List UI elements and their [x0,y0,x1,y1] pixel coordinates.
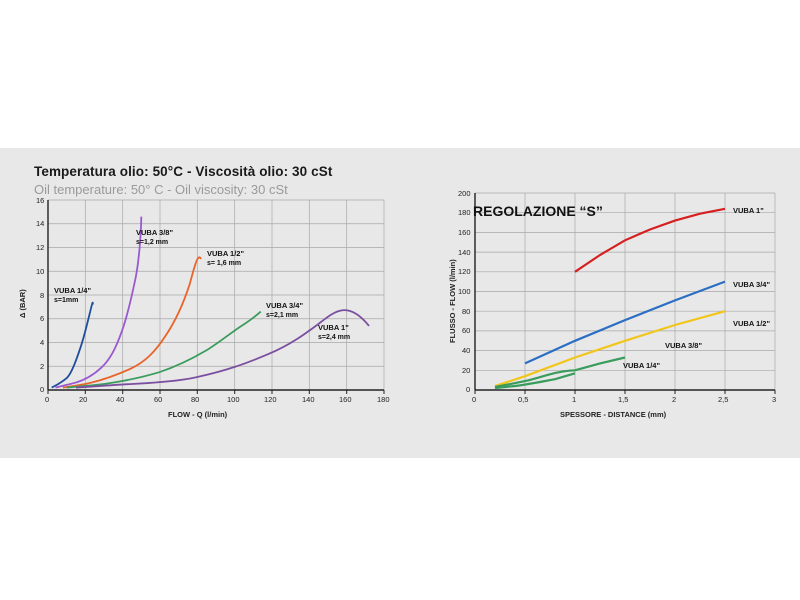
right-ytick-80: 80 [462,307,471,316]
left-ytick-0: 0 [40,385,45,394]
left-xtick-180: 180 [377,395,390,404]
page-title: Temperatura olio: 50°C - Viscosità olio: 30 cSt [34,164,333,179]
series-curve-vuba-12 [63,257,201,387]
flow-distance-chart [420,0,800,600]
left-xtick-0: 0 [45,395,50,404]
right-ytick-120: 120 [458,267,471,276]
right-label-vuba-1: VUBA 1" [733,206,764,215]
right-xtick-15: 1,5 [618,395,629,404]
series-curve-vuba-14 [52,303,93,388]
right-ytick-100: 100 [458,287,471,296]
left-label-vuba-38 [136,228,173,247]
left-label-vuba-12 [207,249,244,268]
left-ytick-6: 6 [40,314,45,323]
right-ytick-180: 180 [458,208,471,217]
right-xtick-3: 3 [772,395,777,404]
left-xtick-80: 80 [191,395,200,404]
right-xtick-05: 0,5 [518,395,529,404]
left-yaxis-title: Δ (BAR) [18,289,27,318]
left-label-vuba-1-name: VUBA 1" [318,323,349,332]
right-yaxis-title: FLUSSO - FLOW (l/min) [448,259,457,343]
right-label-vuba-14: VUBA 1/4" [623,361,661,370]
left-label-vuba-34 [266,301,303,320]
left-label-vuba-12-sub: s= 1,6 mm [207,260,242,267]
left-ytick-8: 8 [40,291,45,300]
left-label-vuba-12-name: VUBA 1/2" [207,249,245,258]
right-ytick-60: 60 [462,326,471,335]
left-label-vuba-38-sub: s=1,2 mm [136,239,169,246]
left-label-vuba-14-sub: s=1mm [54,297,79,304]
series-curve-r-vuba-38 [495,358,625,388]
left-label-vuba-14-name: VUBA 1/4" [54,286,92,295]
left-ytick-4: 4 [40,338,45,347]
left-xaxis-title: FLOW - Q (l/min) [168,410,228,419]
right-label-vuba-12: VUBA 1/2" [733,319,771,328]
page-subtitle: Oil temperature: 50° C - Oil viscosity: 30 cSt [34,182,288,197]
right-xtick-25: 2,5 [718,395,729,404]
left-label-vuba-1-sub: s=2,4 mm [318,334,351,341]
left-xtick-60: 60 [154,395,163,404]
left-xtick-100: 100 [227,395,240,404]
right-chart-svg [420,0,800,600]
right-label-vuba-34: VUBA 3/4" [733,280,771,289]
right-xtick-0: 0 [472,395,477,404]
right-xtick-2: 2 [672,395,677,404]
right-xaxis-title: SPESSORE - DISTANCE (mm) [560,410,667,419]
right-ytick-160: 160 [458,228,471,237]
left-label-vuba-34-sub: s=2,1 mm [266,312,299,319]
series-curve-r-vuba-14 [495,373,575,388]
left-label-vuba-1 [318,323,350,342]
left-ytick-14: 14 [36,219,45,228]
right-chart-title: REGOLAZIONE “S” [473,203,603,219]
right-ytick-200: 200 [458,189,471,198]
left-xtick-140: 140 [302,395,315,404]
series-curve-vuba-1 [76,310,369,387]
left-label-vuba-38-name: VUBA 3/8" [136,228,174,237]
left-xtick-120: 120 [264,395,277,404]
left-xtick-160: 160 [339,395,352,404]
right-label-vuba-38: VUBA 3/8" [665,341,703,350]
left-ytick-10: 10 [36,267,45,276]
right-xtick-1: 1 [572,395,577,404]
left-ytick-12: 12 [36,243,45,252]
left-xtick-20: 20 [79,395,88,404]
right-ytick-40: 40 [462,346,471,355]
right-ytick-20: 20 [462,366,471,375]
left-ytick-2: 2 [40,362,45,371]
series-curve-vuba-34 [67,312,261,388]
right-ytick-140: 140 [458,248,471,257]
left-label-vuba-34-name: VUBA 3/4" [266,301,304,310]
left-ytick-16: 16 [36,196,45,205]
left-label-vuba-14 [54,286,91,305]
left-xtick-40: 40 [116,395,125,404]
right-ytick-0: 0 [466,385,471,394]
